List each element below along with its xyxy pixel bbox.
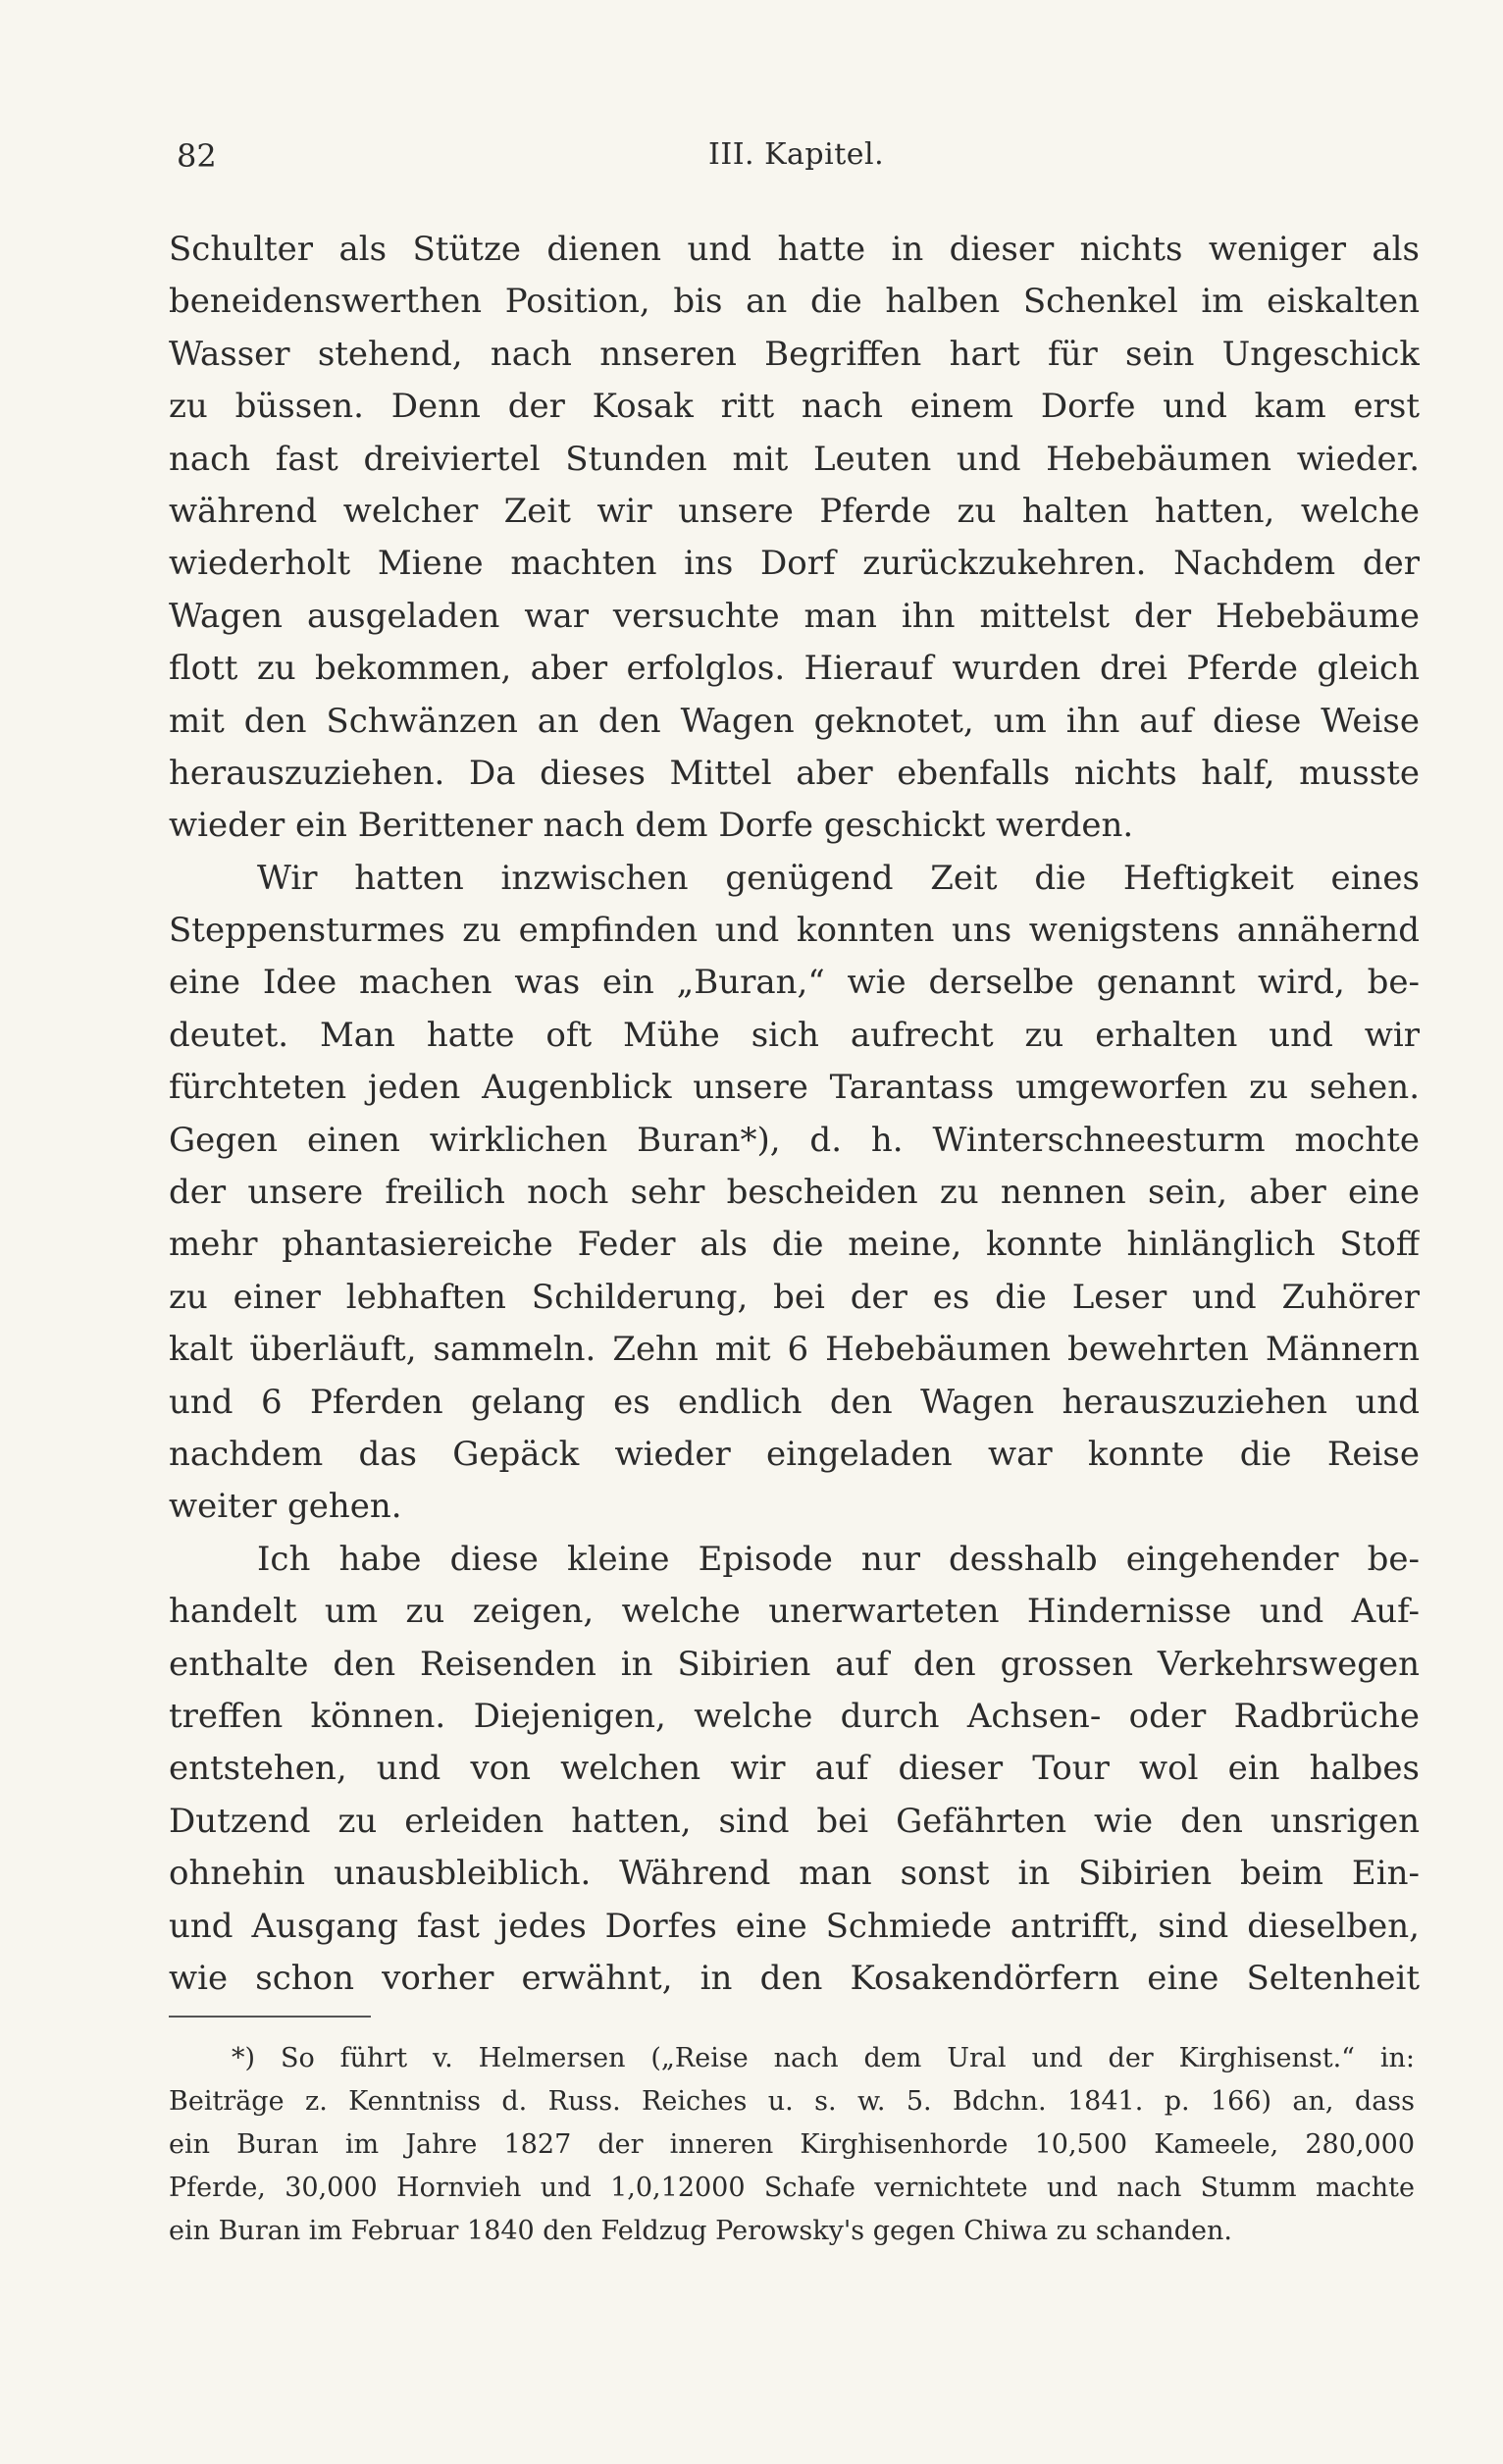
text-line: Dutzend zu erleiden hatten, sind bei Gefährten wie den unsrigen	[169, 1801, 1420, 1841]
text-line: Wagen ausgeladen war versuchte man ihn mittelst der Hebebäume	[169, 596, 1420, 636]
text-line: beneidenswerthen Position, bis an die halben Schenkel im eiskalten	[169, 282, 1420, 322]
page-number: 82	[177, 137, 217, 175]
text-line: treffen können. Diejenigen, welche durch Achsen- oder Radbrüche	[169, 1696, 1420, 1736]
text-line: und 6 Pferden gelang es endlich den Wagen herauszuziehen und	[169, 1382, 1420, 1422]
footnote	[169, 2037, 1415, 2253]
text-line: mehr phantasiereiche Feder als die meine, konnte hinlänglich Stoff	[169, 1225, 1420, 1265]
text-line: herauszuziehen. Da dieses Mittel aber ebenfalls nichts half, musste	[169, 753, 1420, 793]
text-line: wie schon vorher erwähnt, in den Kosakendörfern eine Seltenheit	[169, 1958, 1420, 1998]
paragraph-start-line: Ich habe diese kleine Episode nur desshalb eingehender be-	[257, 1539, 1420, 1579]
text-line: mit den Schwänzen an den Wagen geknotet, um ihn auf diese Weise	[169, 701, 1420, 741]
text-line: zu büssen. Denn der Kosak ritt nach einem Dorfe und kam erst	[169, 387, 1420, 427]
text-line: wieder ein Berittener nach dem Dorfe geschickt werden.	[169, 806, 1134, 846]
footnote-line: *) So führt v. Helmersen („Reise nach dem Ural und der Kirghisenst.“ in:	[232, 2043, 1415, 2073]
text-line: enthalte den Reisenden in Sibirien auf den grossen Verkehrswegen	[169, 1644, 1420, 1684]
text-line: der unsere freilich noch sehr bescheiden zu nennen sein, aber eine	[169, 1173, 1420, 1213]
footnote-separator	[169, 2016, 371, 2018]
text-line: Schulter als Stütze dienen und hatte in dieser nichts weniger als	[169, 230, 1420, 269]
text-line: weiter gehen.	[169, 1487, 402, 1527]
text-line: eine Idee machen was ein „Buran,“ wie derselbe genannt wird, be-	[169, 963, 1420, 1003]
text-line: kalt überläuft, sammeln. Zehn mit 6 Hebebäumen bewehrten Männern	[169, 1330, 1420, 1370]
footnote-line: ein Buran im Februar 1840 den Feldzug Perowsky's gegen Chiwa zu schanden.	[169, 2216, 1232, 2246]
text-line: Gegen einen wirklichen Buran*), d. h. Winterschneesturm mochte	[169, 1120, 1420, 1160]
text-line: nachdem das Gepäck wieder eingeladen war konnte die Reise	[169, 1434, 1420, 1474]
text-line: nach fast dreiviertel Stunden mit Leuten und Hebebäumen wieder.	[169, 439, 1420, 479]
running-head: III. Kapitel.	[708, 137, 885, 172]
text-line: entstehen, und von welchen wir auf dieser Tour wol ein halbes	[169, 1749, 1420, 1789]
text-line: handelt um zu zeigen, welche unerwarteten Hindernisse und Auf-	[169, 1592, 1420, 1632]
text-line: deutet. Man hatte oft Mühe sich aufrecht zu erhalten und wir	[169, 1015, 1420, 1055]
text-line: ohnehin unausbleiblich. Während man sonst in Sibirien beim Ein-	[169, 1854, 1420, 1894]
text-line: während welcher Zeit wir unsere Pferde zu halten hatten, welche	[169, 491, 1420, 531]
text-line: wiederholt Miene machten ins Dorf zurückzukehren. Nachdem der	[169, 544, 1420, 584]
text-line: und Ausgang fast jedes Dorfes eine Schmiede antrifft, sind dieselben,	[169, 1906, 1420, 1946]
text-line: fürchteten jeden Augenblick unsere Tarantass umgeworfen zu sehen.	[169, 1068, 1420, 1108]
footnote-line: Beiträge z. Kenntniss d. Russ. Reiches u. s. w. 5. Bdchn. 1841. p. 166) an, dass	[169, 2086, 1415, 2117]
paragraph-start-line: Wir hatten inzwischen genügend Zeit die Heftigkeit eines	[257, 858, 1420, 898]
text-line: flott zu bekommen, aber erfolglos. Hierauf wurden drei Pferde gleich	[169, 649, 1420, 689]
text-line: zu einer lebhaften Schilderung, bei der es die Leser und Zuhörer	[169, 1277, 1420, 1317]
text-line: Steppensturmes zu empfinden und konnten uns wenigstens annähernd	[169, 911, 1420, 951]
body-text	[169, 224, 1420, 2005]
text-line: Wasser stehend, nach nnseren Begriffen hart für sein Ungeschick	[169, 334, 1420, 374]
footnote-line: ein Buran im Jahre 1827 der inneren Kirghisenhorde 10,500 Kameele, 280,000	[169, 2129, 1415, 2160]
footnote-line: Pferde, 30,000 Hornvieh und 1,0,12000 Schafe vernichtete und nach Stumm machte	[169, 2173, 1415, 2203]
page-header	[169, 137, 1415, 177]
